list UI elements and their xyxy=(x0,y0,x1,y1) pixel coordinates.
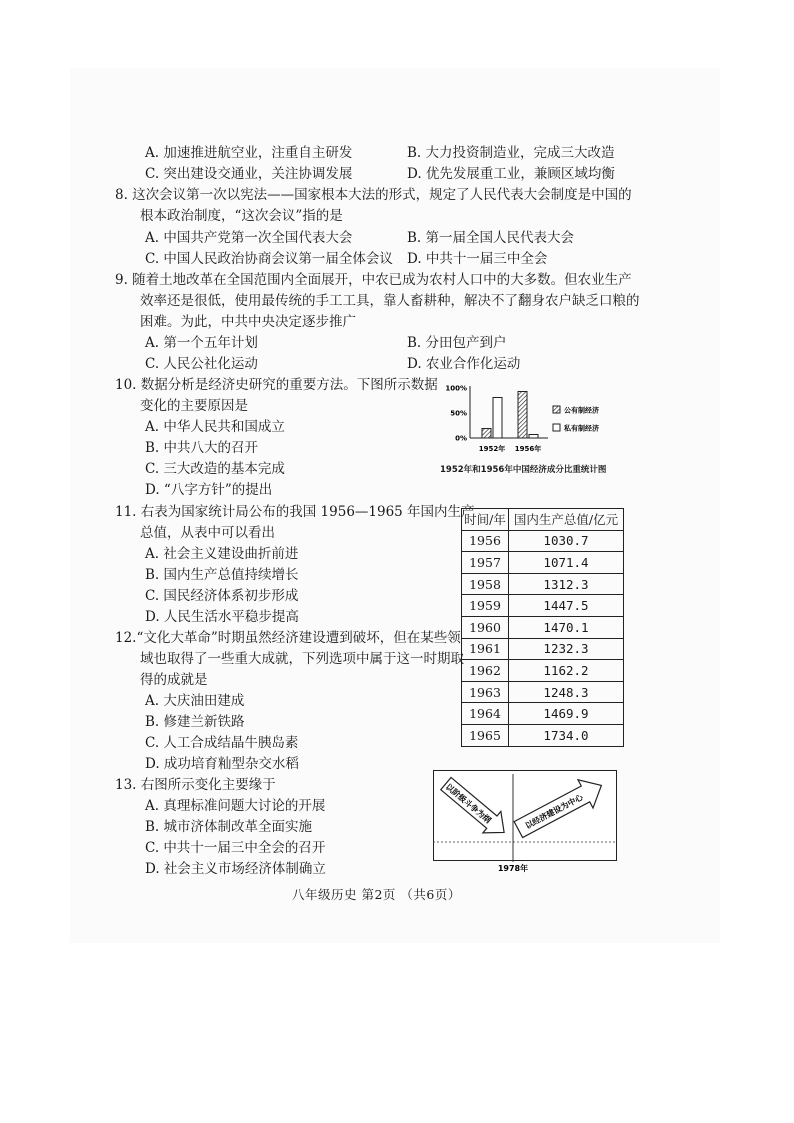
q12-stem-line1: 12.“文化大革命”时期虽然经济建设遭到破坏，但在某些领 xyxy=(115,630,461,646)
q7-option-c[interactable]: C. 突出建设交通业，关注协调发展 xyxy=(145,166,353,182)
arrow-left-label: 以阶级斗争为纲 xyxy=(443,782,493,826)
gdp-header-value: 国内生产总值/亿元 xyxy=(509,509,624,531)
q7-option-d[interactable]: D. 优先发展重工业，兼顾区域均衡 xyxy=(407,166,615,182)
chart-legend-swatch xyxy=(553,406,560,413)
gdp-value-cell: 1162.2 xyxy=(509,660,624,682)
q12-option-a[interactable]: A. 大庆油田建成 xyxy=(145,693,245,709)
table-row xyxy=(462,681,624,703)
chart-x-tick-label: 1956年 xyxy=(514,445,542,453)
table-row xyxy=(462,595,624,617)
gdp-year-cell: 1962 xyxy=(462,660,509,682)
q13-option-a[interactable]: A. 真理标准问题大讨论的开展 xyxy=(145,798,326,814)
chart-legend-label: 公有制经济 xyxy=(564,406,599,415)
q7-option-a[interactable]: A. 加速推进航空业，注重自主研发 xyxy=(145,145,353,161)
chart-bars xyxy=(482,392,538,439)
q9-option-c[interactable]: C. 人民公社化运动 xyxy=(145,356,258,372)
gdp-year-cell: 1965 xyxy=(462,724,509,746)
q11-option-a[interactable]: A. 社会主义建设曲折前进 xyxy=(145,546,299,562)
gdp-year-cell: 1961 xyxy=(462,638,509,660)
gdp-header-year: 时间/年 xyxy=(462,509,509,531)
table-row xyxy=(462,660,624,682)
q10-option-b[interactable]: B. 中共八大的召开 xyxy=(145,440,259,456)
q11-stem-line2: 总值，从表中可以看出 xyxy=(140,525,275,541)
q12-option-d[interactable]: D. 成功培育籼型杂交水稻 xyxy=(145,756,299,772)
chart-bar xyxy=(493,398,502,439)
gdp-table-body xyxy=(462,530,624,746)
gdp-year-cell: 1960 xyxy=(462,616,509,638)
page-footer: 八年级历史 第2页 （共6页） xyxy=(292,887,461,902)
chart-y-tick-label: 50% xyxy=(450,409,467,418)
q9-option-a[interactable]: A. 第一个五年计划 xyxy=(145,335,258,351)
gdp-value-cell: 1469.9 xyxy=(509,703,624,725)
q8-option-c[interactable]: C. 中国人民政治协商会议第一届全体会议 xyxy=(145,251,393,267)
policy-shift-figure xyxy=(433,770,617,876)
q9-option-d[interactable]: D. 农业合作化运动 xyxy=(407,356,521,372)
gdp-value-cell: 1248.3 xyxy=(509,681,624,703)
arrow-right-label: 以经济建设为中心 xyxy=(523,792,585,831)
table-row xyxy=(462,703,624,725)
q9-stem-line3: 困难。为此，中共中央决定逐步推广 xyxy=(140,314,356,330)
chart-legend-swatch xyxy=(553,424,560,431)
gdp-table xyxy=(461,508,624,747)
table-row xyxy=(462,638,624,660)
q11-option-d[interactable]: D. 人民生活水平稳步提高 xyxy=(145,609,299,625)
arrow-year-label: 1978年 xyxy=(497,864,529,873)
chart-legend-label: 私有制经济 xyxy=(564,424,599,433)
q8-option-b[interactable]: B. 第一届全国人民代表大会 xyxy=(407,230,575,246)
gdp-year-cell: 1963 xyxy=(462,681,509,703)
table-row xyxy=(462,552,624,574)
q13-option-d[interactable]: D. 社会主义市场经济体制确立 xyxy=(145,861,326,877)
gdp-year-cell: 1959 xyxy=(462,595,509,617)
chart-y-tick-label: 0% xyxy=(455,434,467,443)
q13-option-c[interactable]: C. 中共十一届三中全会的召开 xyxy=(145,840,326,856)
q13-option-b[interactable]: B. 城市济体制改革全面实施 xyxy=(145,819,313,835)
gdp-value-cell: 1447.5 xyxy=(509,595,624,617)
chart-y-tick-label: 100% xyxy=(445,384,467,393)
gdp-year-cell: 1964 xyxy=(462,703,509,725)
table-row xyxy=(462,616,624,638)
q12-stem-line3: 得的成就是 xyxy=(140,672,208,688)
q9-option-b[interactable]: B. 分田包产到户 xyxy=(407,335,507,351)
table-row xyxy=(462,724,624,746)
q12-stem-line2: 域也取得了一些重大成就，下列选项中属于这一时期取 xyxy=(140,651,464,667)
gdp-value-cell: 1312.3 xyxy=(509,573,624,595)
q9-stem-line2: 效率还是很低，使用最传统的手工工具，靠人畜耕种，解决不了翻身农户缺乏口粮的 xyxy=(140,293,640,309)
chart-title: 1952年和1956年中国经济成分比重统计图 xyxy=(440,465,607,475)
q12-option-c[interactable]: C. 人工合成结晶牛胰岛素 xyxy=(145,735,299,751)
gdp-year-cell: 1958 xyxy=(462,573,509,595)
gdp-value-cell: 1470.1 xyxy=(509,616,624,638)
gdp-value-cell: 1734.0 xyxy=(509,724,624,746)
q11-stem-line1: 11. 右表为国家统计局公布的我国 1956—1965 年国内生产 xyxy=(115,504,475,520)
chart-bar xyxy=(529,435,538,439)
q10-option-d[interactable]: D. “八字方针”的提出 xyxy=(145,482,273,498)
q8-option-d[interactable]: D. 中共十一届三中全会 xyxy=(407,251,548,267)
gdp-value-cell: 1232.3 xyxy=(509,638,624,660)
q8-option-a[interactable]: A. 中国共产党第一次全国代表大会 xyxy=(145,230,353,246)
q10-stem-line2: 变化的主要原因是 xyxy=(140,398,248,414)
gdp-year-cell: 1957 xyxy=(462,552,509,574)
q10-stem-line1: 10. 数据分析是经济史研究的重要方法。下图所示数据 xyxy=(115,377,438,393)
gdp-table-header-row xyxy=(462,509,624,531)
chart-bar xyxy=(518,392,527,439)
q12-option-b[interactable]: B. 修建兰新铁路 xyxy=(145,714,245,730)
q13-stem-line1: 13. 右图所示变化主要缘于 xyxy=(115,777,276,793)
chart-y-ticks xyxy=(445,385,467,443)
q10-option-a[interactable]: A. 中华人民共和国成立 xyxy=(145,419,285,435)
q11-option-c[interactable]: C. 国民经济体系初步形成 xyxy=(145,588,299,604)
q9-stem-line1: 9. 随着土地改革在全国范围内全面展开，中农已成为农村人口中的大多数。但农业生产 xyxy=(115,272,632,288)
gdp-value-cell: 1071.4 xyxy=(509,552,624,574)
q10-option-c[interactable]: C. 三大改造的基本完成 xyxy=(145,461,285,477)
chart-legend xyxy=(553,406,599,433)
chart-bar xyxy=(482,429,491,439)
q7-option-b[interactable]: B. 大力投资制造业，完成三大改造 xyxy=(407,145,615,161)
q8-stem-line1: 8. 这次会议第一次以宪法——国家根本大法的形式，规定了人民代表大会制度是中国的 xyxy=(115,187,632,203)
q8-stem-line2: 根本政治制度，“这次会议”指的是 xyxy=(140,208,343,224)
chart-x-tick-label: 1952年 xyxy=(478,445,506,453)
table-row xyxy=(462,573,624,595)
q11-option-b[interactable]: B. 国内生产总值持续增长 xyxy=(145,567,299,583)
gdp-value-cell: 1030.7 xyxy=(509,530,624,552)
gdp-year-cell: 1956 xyxy=(462,530,509,552)
table-row xyxy=(462,530,624,552)
chart-x-labels xyxy=(479,444,541,453)
